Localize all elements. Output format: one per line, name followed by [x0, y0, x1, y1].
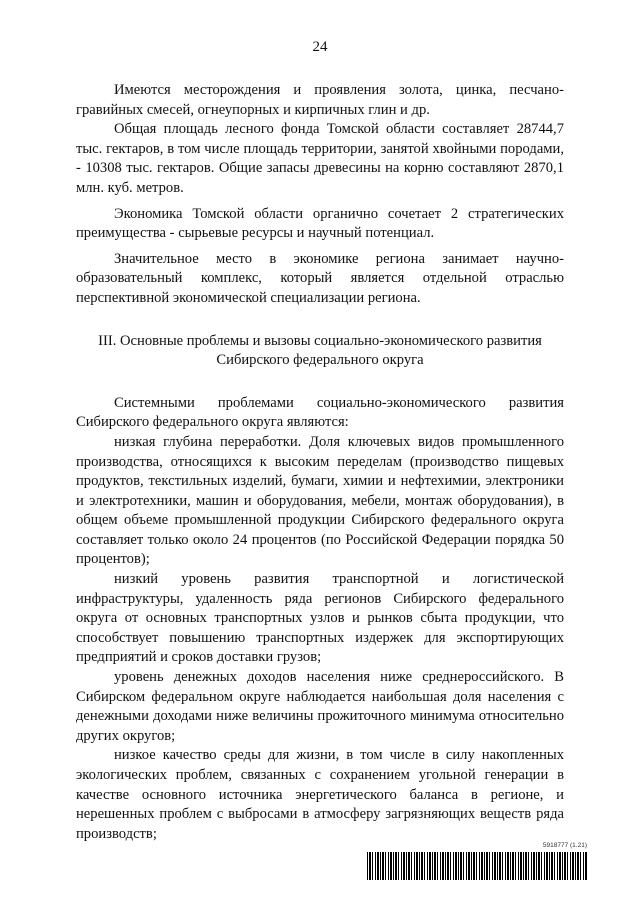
document-body — [76, 81, 564, 844]
barcode-icon — [367, 852, 587, 880]
paragraph: низкий уровень развития транспортной и логистической инфраструктуры, удаленность ряда регионов Сибирского федерального округа от основных транспортных узлов и рынков сбыта продукции, что способствует повышению транспортных издержек для экспортирующих предприятий и сроков доставки грузов; — [76, 571, 564, 666]
paragraph: уровень денежных доходов населения ниже среднероссийского. В Сибирском федеральном округе наблюдается наибольшая доля населения с денежными доходами ниже величины прожиточного минимума относительно других округов; — [76, 669, 564, 744]
paragraph: низкая глубина переработки. Доля ключевых видов промышленного производства, относящихся к высоким переделам (производство пищевых продуктов, текстильных изделий, бумаги, химии и нефтехимии, электроники и электротехники, машин и оборудования, мебели, монтаж оборудования), в общем объеме промышленной продукции Сибирского федерального округа составляет только около 24 процентов (по Российской Федерации порядка 50 процентов); — [76, 433, 564, 568]
paragraph: Экономика Томской области органично сочетает 2 стратегических преимущества - сырьевые ресурсы и научный потенциал. — [76, 205, 564, 242]
barcode-code: 5918777 (1.21) — [542, 842, 587, 849]
page-number: 24 — [312, 39, 328, 55]
barcode-block — [367, 842, 587, 882]
paragraph: низкое качество среды для жизни, в том числе в силу накопленных экологических проблем, связанных с сохранением угольной генерации в качестве основного источника энергетического баланса в регионе, и нерешенных проблем с выбросами в атмосферу загрязняющих веществ ряда производств; — [76, 747, 564, 842]
paragraph: Имеются месторождения и проявления золота, цинка, песчано-гравийных смесей, огнеупорных и кирпичных глин и др. — [76, 82, 564, 118]
paragraph: Значительное место в экономике региона занимает научно-образовательный комплекс, который является отдельной отраслью перспективной экономической специализации региона. — [76, 250, 564, 306]
section-heading-line: Сибирского федерального округа — [216, 352, 424, 369]
paragraph: Системными проблемами социально-экономического развития Сибирского федерального округа являются: — [76, 394, 564, 431]
section-heading-line: III. Основные проблемы и вызовы социально-экономического развития — [98, 332, 542, 349]
paragraph: Общая площадь лесного фонда Томской области составляет 28744,7 тыс. гектаров, в том числе площадь территории, занятой хвойными породами, - 10308 тыс. гектаров. Общие запасы древесины на корню составляют 2870,1 млн. куб. метров. — [76, 121, 564, 196]
section-heading — [76, 332, 564, 371]
